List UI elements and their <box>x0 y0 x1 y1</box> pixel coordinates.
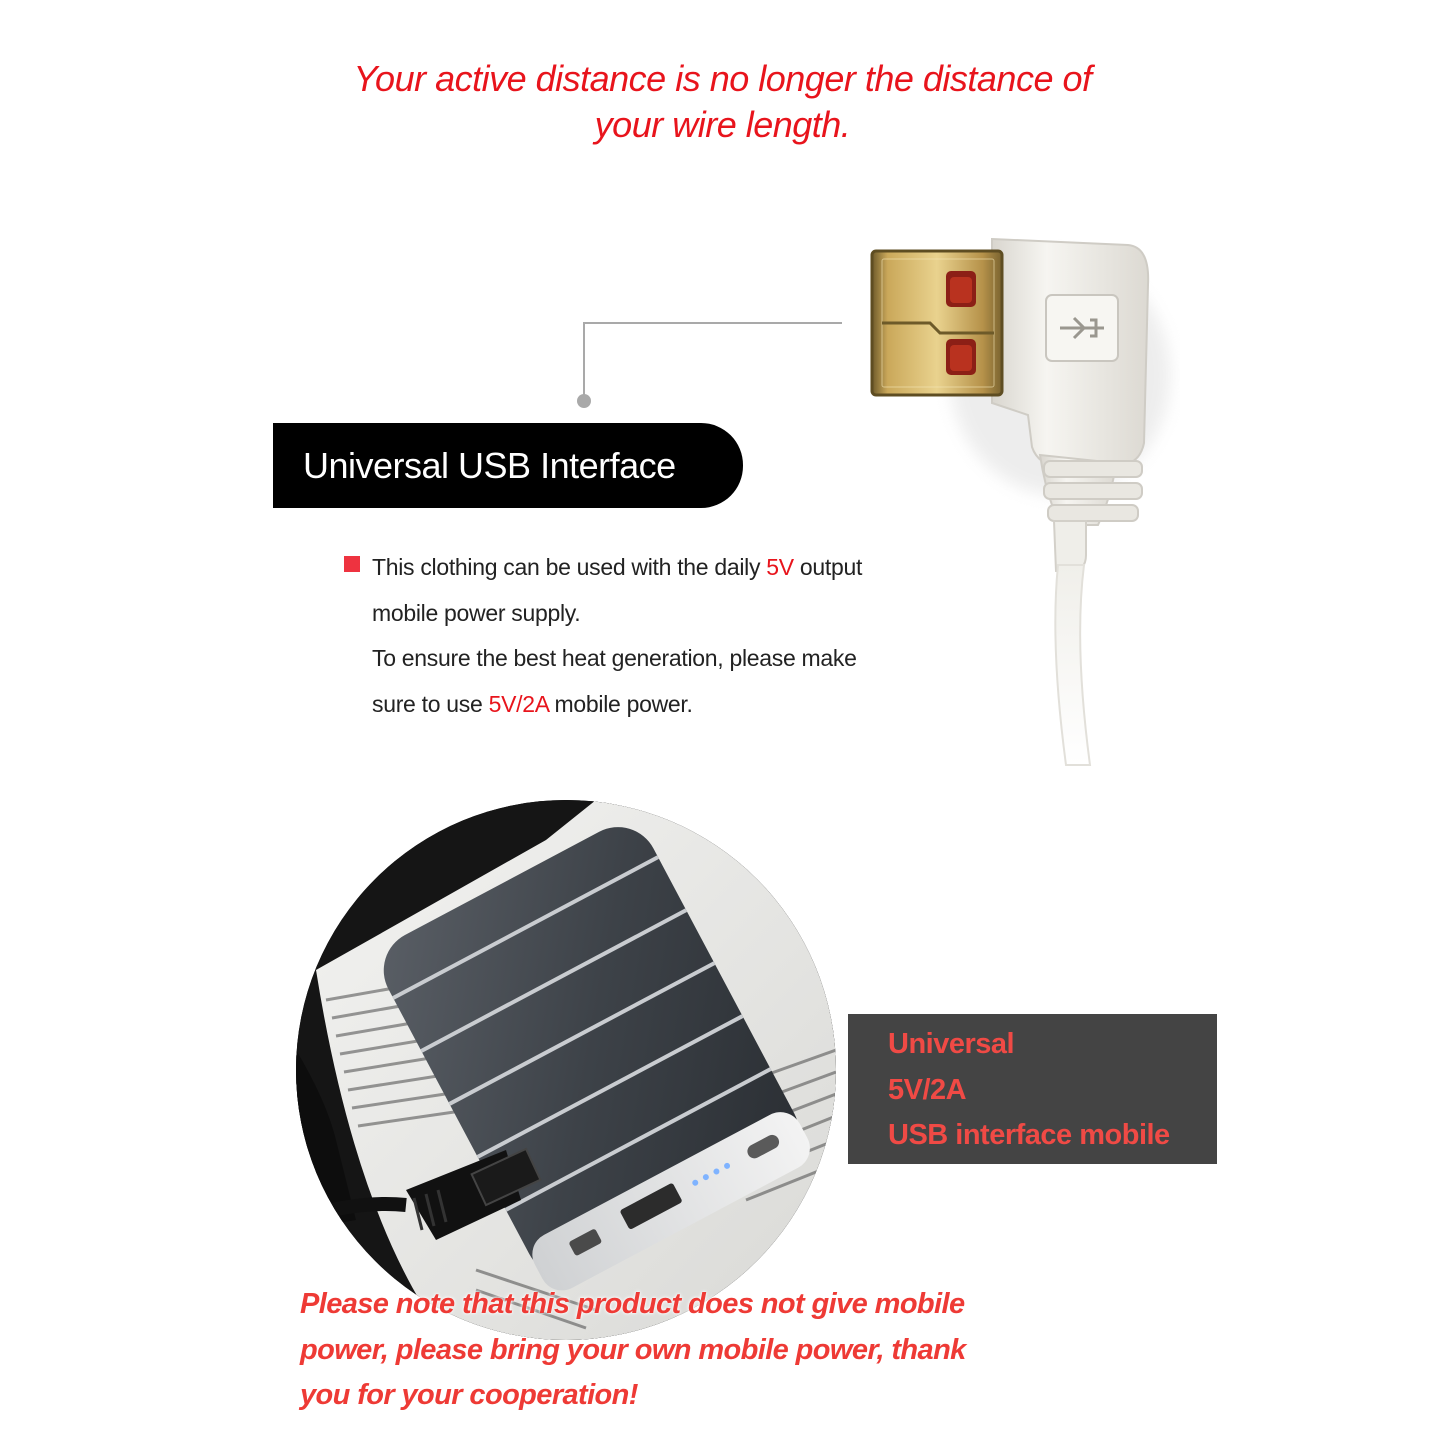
info-box-line-2: 5V/2A <box>888 1073 967 1106</box>
feature-title-banner <box>273 423 743 508</box>
connector-line-vertical <box>583 322 585 398</box>
connector-line-horizontal <box>584 322 842 324</box>
connector-dot <box>577 394 591 408</box>
bullet-square-icon <box>344 556 360 572</box>
footnote-line-2: power, please bring your own mobile power, thank <box>300 1333 966 1366</box>
feature-title: Universal USB Interface <box>303 445 676 486</box>
headline <box>200 56 1245 148</box>
footnote-notice <box>300 1282 1060 1419</box>
voltage-highlight: 5V <box>766 554 794 580</box>
info-box-line-3: USB interface mobile <box>888 1119 1170 1151</box>
info-box-line-1: Universal <box>888 1028 1015 1060</box>
feature-description <box>372 545 932 727</box>
desc-line-4 <box>372 682 932 728</box>
headline-line-1: Your active distance is no longer the distance of <box>353 58 1092 99</box>
power-bank-photo <box>296 800 836 1340</box>
info-box <box>848 1014 1217 1164</box>
desc-line-4-end: mobile power. <box>548 690 693 717</box>
desc-line-3: To ensure the best heat generation, please make <box>372 645 857 671</box>
power-spec-highlight: 5V/2A <box>488 690 549 717</box>
desc-line-2: mobile power supply. <box>372 599 581 626</box>
footnote-line-3: you for your cooperation! <box>300 1379 638 1411</box>
power-bank-illustration <box>296 800 836 1340</box>
desc-line-1-end: output <box>793 554 863 580</box>
desc-line-4-text: sure to use <box>372 690 489 717</box>
desc-line-1 <box>372 545 932 591</box>
headline-line-2: your wire length. <box>594 104 851 145</box>
footnote-line-1: Please note that this product does not give mobile <box>300 1288 965 1320</box>
desc-line-1-text: This clothing can be used with the daily <box>372 554 767 580</box>
